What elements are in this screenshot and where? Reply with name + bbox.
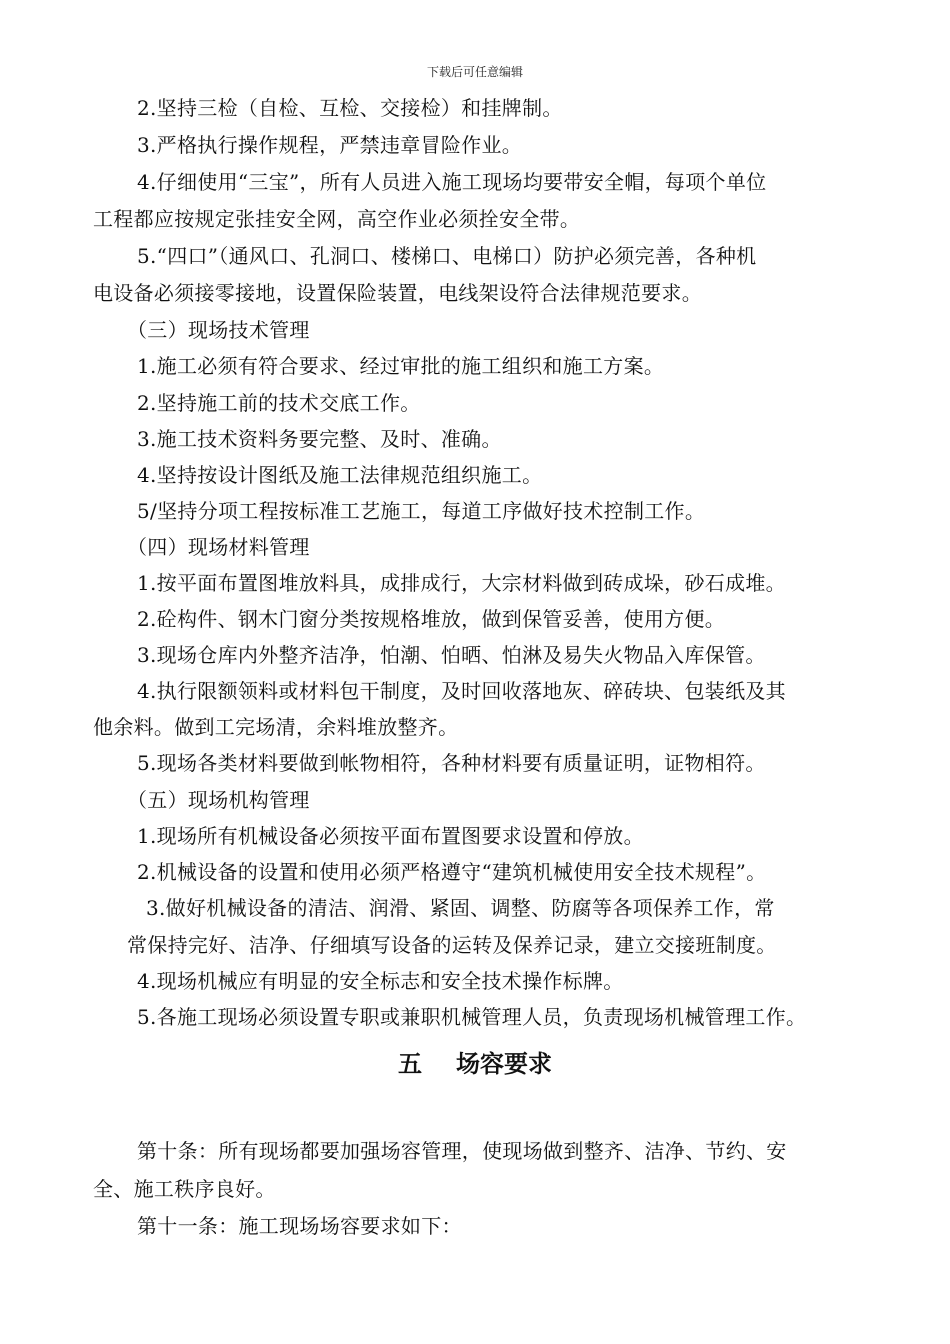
text-line: 5/坚持分项工程按标准工艺施工，每道工序做好技术控制工作。 [137, 499, 706, 523]
text-line: 1.现场所有机械设备必须按平面布置图要求设置和停放。 [137, 824, 644, 848]
section-number: 五 [398, 1050, 422, 1078]
text-line: 3.严格执行操作规程，严禁违章冒险作业。 [137, 133, 523, 157]
text-line: 4.现场机械应有明显的安全标志和安全技术操作标牌。 [137, 969, 624, 993]
text-line: 2.坚持三检（自检、互检、交接检）和挂牌制。 [137, 96, 563, 120]
section-title [0, 1048, 950, 1080]
text-line: 5.各施工现场必须设置专职或兼职机械管理人员，负责现场机械管理工作。 [137, 1005, 807, 1029]
text-line: 第十条：所有现场都要加强场容管理，使现场做到整齐、洁净、节约、安 [137, 1139, 787, 1163]
text-line: 第十一条：施工现场场容要求如下： [137, 1214, 462, 1238]
text-line: 2.坚持施工前的技术交底工作。 [137, 391, 421, 415]
subsection-heading: （五）现场机构管理 [127, 788, 310, 812]
text-line: 他余料。做到工完场清，余料堆放整齐。 [93, 715, 459, 739]
subsection-heading: （三）现场技术管理 [127, 318, 310, 342]
text-line: 4.仔细使用“三宝”，所有人员进入施工现场均要带安全帽，每项个单位 [137, 170, 767, 194]
text-line: 3.做好机械设备的清洁、润滑、紧固、调整、防腐等各项保养工作，常 [146, 896, 775, 920]
section-title-text: 场容要求 [456, 1050, 552, 1078]
text-line: 4.坚持按设计图纸及施工法律规范组织施工。 [137, 463, 543, 487]
text-line: 5.“四口”（通风口、孔洞口、楼梯口、电梯口）防护必须完善，各种机 [137, 244, 757, 268]
text-line: 4.执行限额领料或材料包干制度，及时回收落地灰、碎砖块、包装纸及其 [137, 679, 786, 703]
text-line: 1.施工必须有符合要求、经过审批的施工组织和施工方案。 [137, 354, 665, 378]
text-line: 3.施工技术资料务要完整、及时、准确。 [137, 427, 502, 451]
text-line: 1.按平面布置图堆放料具，成排成行，大宗材料做到砖成垛，砂石成堆。 [137, 571, 786, 595]
text-line: 全、施工秩序良好。 [93, 1177, 276, 1201]
text-line: 5.现场各类材料要做到帐物相符，各种材料要有质量证明，证物相符。 [137, 751, 766, 775]
text-line: 工程都应按规定张挂安全网，高空作业必须拴安全带。 [93, 207, 581, 231]
text-line: 电设备必须接零接地，设置保险装置，电线架设符合法律规范要求。 [93, 281, 702, 305]
text-line: 2.砼构件、钢木门窗分类按规格堆放，做到保管妥善，使用方便。 [137, 607, 726, 631]
subsection-heading: （四）现场材料管理 [127, 535, 310, 559]
text-line: 3.现场仓库内外整齐洁净，怕潮、怕晒、怕淋及易失火物品入库保管。 [137, 643, 766, 667]
header-note: 下载后可任意编辑 [426, 65, 523, 79]
text-line: 常保持完好、洁净、仔细填写设备的运转及保养记录，建立交接班制度。 [127, 933, 777, 957]
text-line: 2.机械设备的设置和使用必须严格遵守“建筑机械使用安全技术规程”。 [137, 860, 767, 884]
